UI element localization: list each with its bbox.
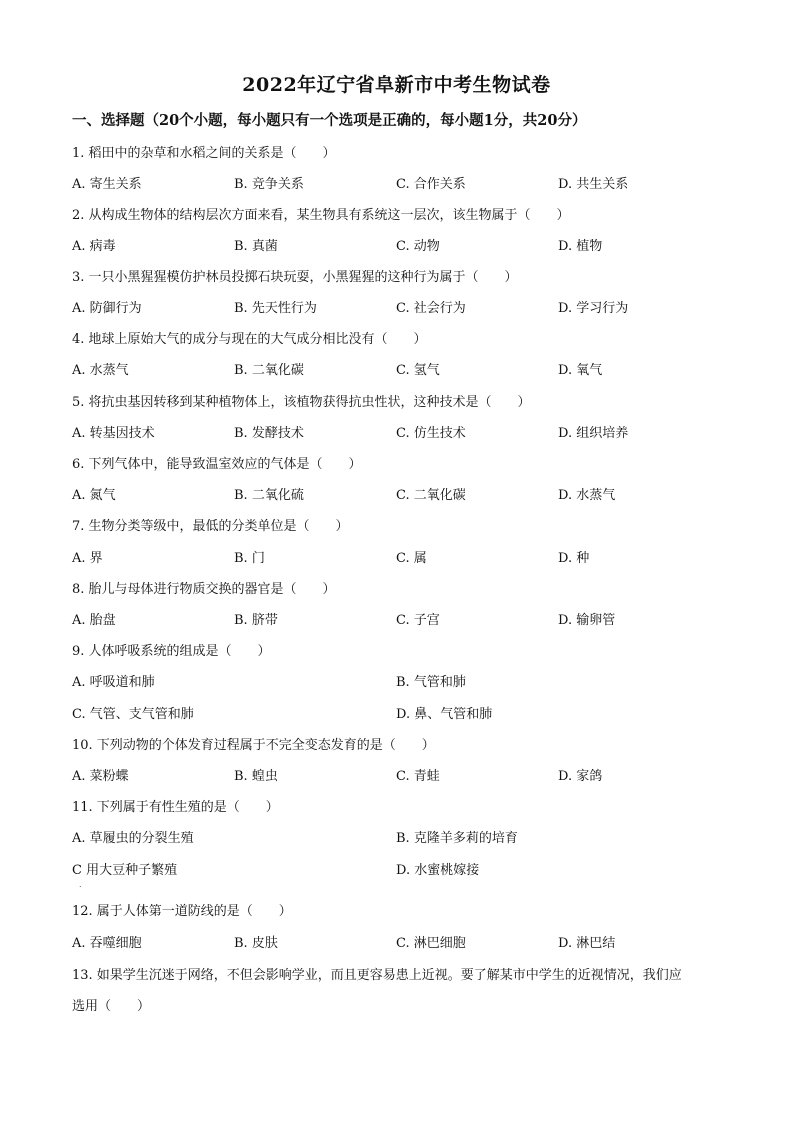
page-title: 2022年辽宁省阜新市中考生物试卷 [242, 74, 551, 96]
q7-option-c: C. 属 [396, 551, 427, 566]
question-13-continuation: 选用（ ） [72, 999, 151, 1014]
question-1: 1. 稻田中的杂草和水稻之间的关系是（ ） [72, 146, 336, 161]
q4-option-d: D. 氧气 [558, 363, 603, 378]
q11-option-c: C 用大豆种子繁殖 [72, 863, 178, 878]
question-3: 3. 一只小黑猩猩模仿护林员投掷石块玩耍，小黑猩猩的这种行为属于（ ） [72, 270, 518, 285]
question-12: 12. 属于人体第一道防线的是（ ） [72, 904, 292, 919]
question-10: 10. 下列动物的个体发育过程属于不完全变态发育的是（ ） [72, 738, 435, 753]
q5-option-c: C. 仿生技术 [396, 426, 466, 441]
q2-option-a: A. 病毒 [72, 239, 116, 254]
q2-option-d: D. 植物 [558, 239, 603, 254]
q3-option-d: D. 学习行为 [558, 301, 629, 316]
question-9: 9. 人体呼吸系统的组成是（ ） [72, 644, 271, 659]
q10-option-a: A. 菜粉蝶 [72, 769, 129, 784]
q5-option-a: A. 转基因技术 [72, 426, 155, 441]
q11-option-b: B. 克隆羊多莉的培育 [396, 831, 518, 846]
question-11: 11. 下列属于有性生殖的是（ ） [72, 800, 279, 815]
section-heading: 一、选择题（20个小题，每小题只有一个选项是正确的，每小题1分，共20分） [72, 112, 587, 129]
q12-option-c: C. 淋巴细胞 [396, 936, 466, 951]
question-2: 2. 从构成生物体的结构层次方面来看，某生物具有系统这一层次，该生物属于（ ） [72, 208, 570, 223]
q1-option-d: D. 共生关系 [558, 177, 629, 192]
q3-option-a: A. 防御行为 [72, 301, 142, 316]
q1-option-c: C. 合作关系 [396, 177, 466, 192]
q5-option-b: B. 发酵技术 [234, 426, 304, 441]
q12-option-a: A. 吞噬细胞 [72, 936, 142, 951]
q6-option-b: B. 二氧化硫 [234, 488, 304, 503]
question-5: 5. 将抗虫基因转移到某种植物体上，该植物获得抗虫性状，这种技术是（ ） [72, 395, 531, 410]
q12-option-d: D. 淋巴结 [558, 936, 616, 951]
q6-option-d: D. 水蒸气 [558, 488, 616, 503]
q4-option-a: A. 水蒸气 [72, 363, 129, 378]
q7-option-a: A. 界 [72, 551, 103, 566]
q5-option-d: D. 组织培养 [558, 426, 629, 441]
q9-option-c: C. 气管、支气管和肺 [72, 707, 194, 722]
q3-option-c: C. 社会行为 [396, 301, 466, 316]
q10-option-d: D. 家鸽 [558, 769, 603, 784]
q1-option-a: A. 寄生关系 [72, 177, 142, 192]
question-7: 7. 生物分类等级中，最低的分类单位是（ ） [72, 519, 349, 534]
question-13: 13. 如果学生沉迷于网络，不但会影响学业，而且更容易患上近视。要了解某市中学生的近视情况，我们应 [72, 968, 682, 983]
question-4: 4. 地球上原始大气的成分与现在的大气成分相比没有（ ） [72, 332, 427, 347]
q8-option-a: A. 胎盘 [72, 613, 116, 628]
q4-option-b: B. 二氧化碳 [234, 363, 304, 378]
q4-option-c: C. 氢气 [396, 363, 440, 378]
q10-option-b: B. 蝗虫 [234, 769, 278, 784]
q8-option-c: C. 子宫 [396, 613, 440, 628]
q8-option-b: B. 脐带 [234, 613, 278, 628]
q2-option-c: C. 动物 [396, 239, 440, 254]
q9-option-a: A. 呼吸道和肺 [72, 675, 155, 690]
q6-option-c: C. 二氧化碳 [396, 488, 466, 503]
q3-option-b: B. 先天性行为 [234, 301, 317, 316]
q8-option-d: D. 输卵管 [558, 613, 616, 628]
q7-option-d: D. 种 [558, 551, 590, 566]
q11-option-a: A. 草履虫的分裂生殖 [72, 831, 194, 846]
q2-option-b: B. 真菌 [234, 239, 278, 254]
question-8: 8. 胎儿与母体进行物质交换的器官是（ ） [72, 582, 336, 597]
q7-option-b: B. 门 [234, 551, 265, 566]
q9-option-d: D. 鼻、气管和肺 [396, 707, 493, 722]
q10-option-c: C. 青蛙 [396, 769, 440, 784]
stray-mark: . [79, 880, 82, 889]
q1-option-b: B. 竞争关系 [234, 177, 304, 192]
q9-option-b: B. 气管和肺 [396, 675, 466, 690]
question-6: 6. 下列气体中，能导致温室效应的气体是（ ） [72, 457, 362, 472]
q12-option-b: B. 皮肤 [234, 936, 278, 951]
q6-option-a: A. 氮气 [72, 488, 116, 503]
q11-option-d: D. 水蜜桃嫁接 [396, 863, 480, 878]
